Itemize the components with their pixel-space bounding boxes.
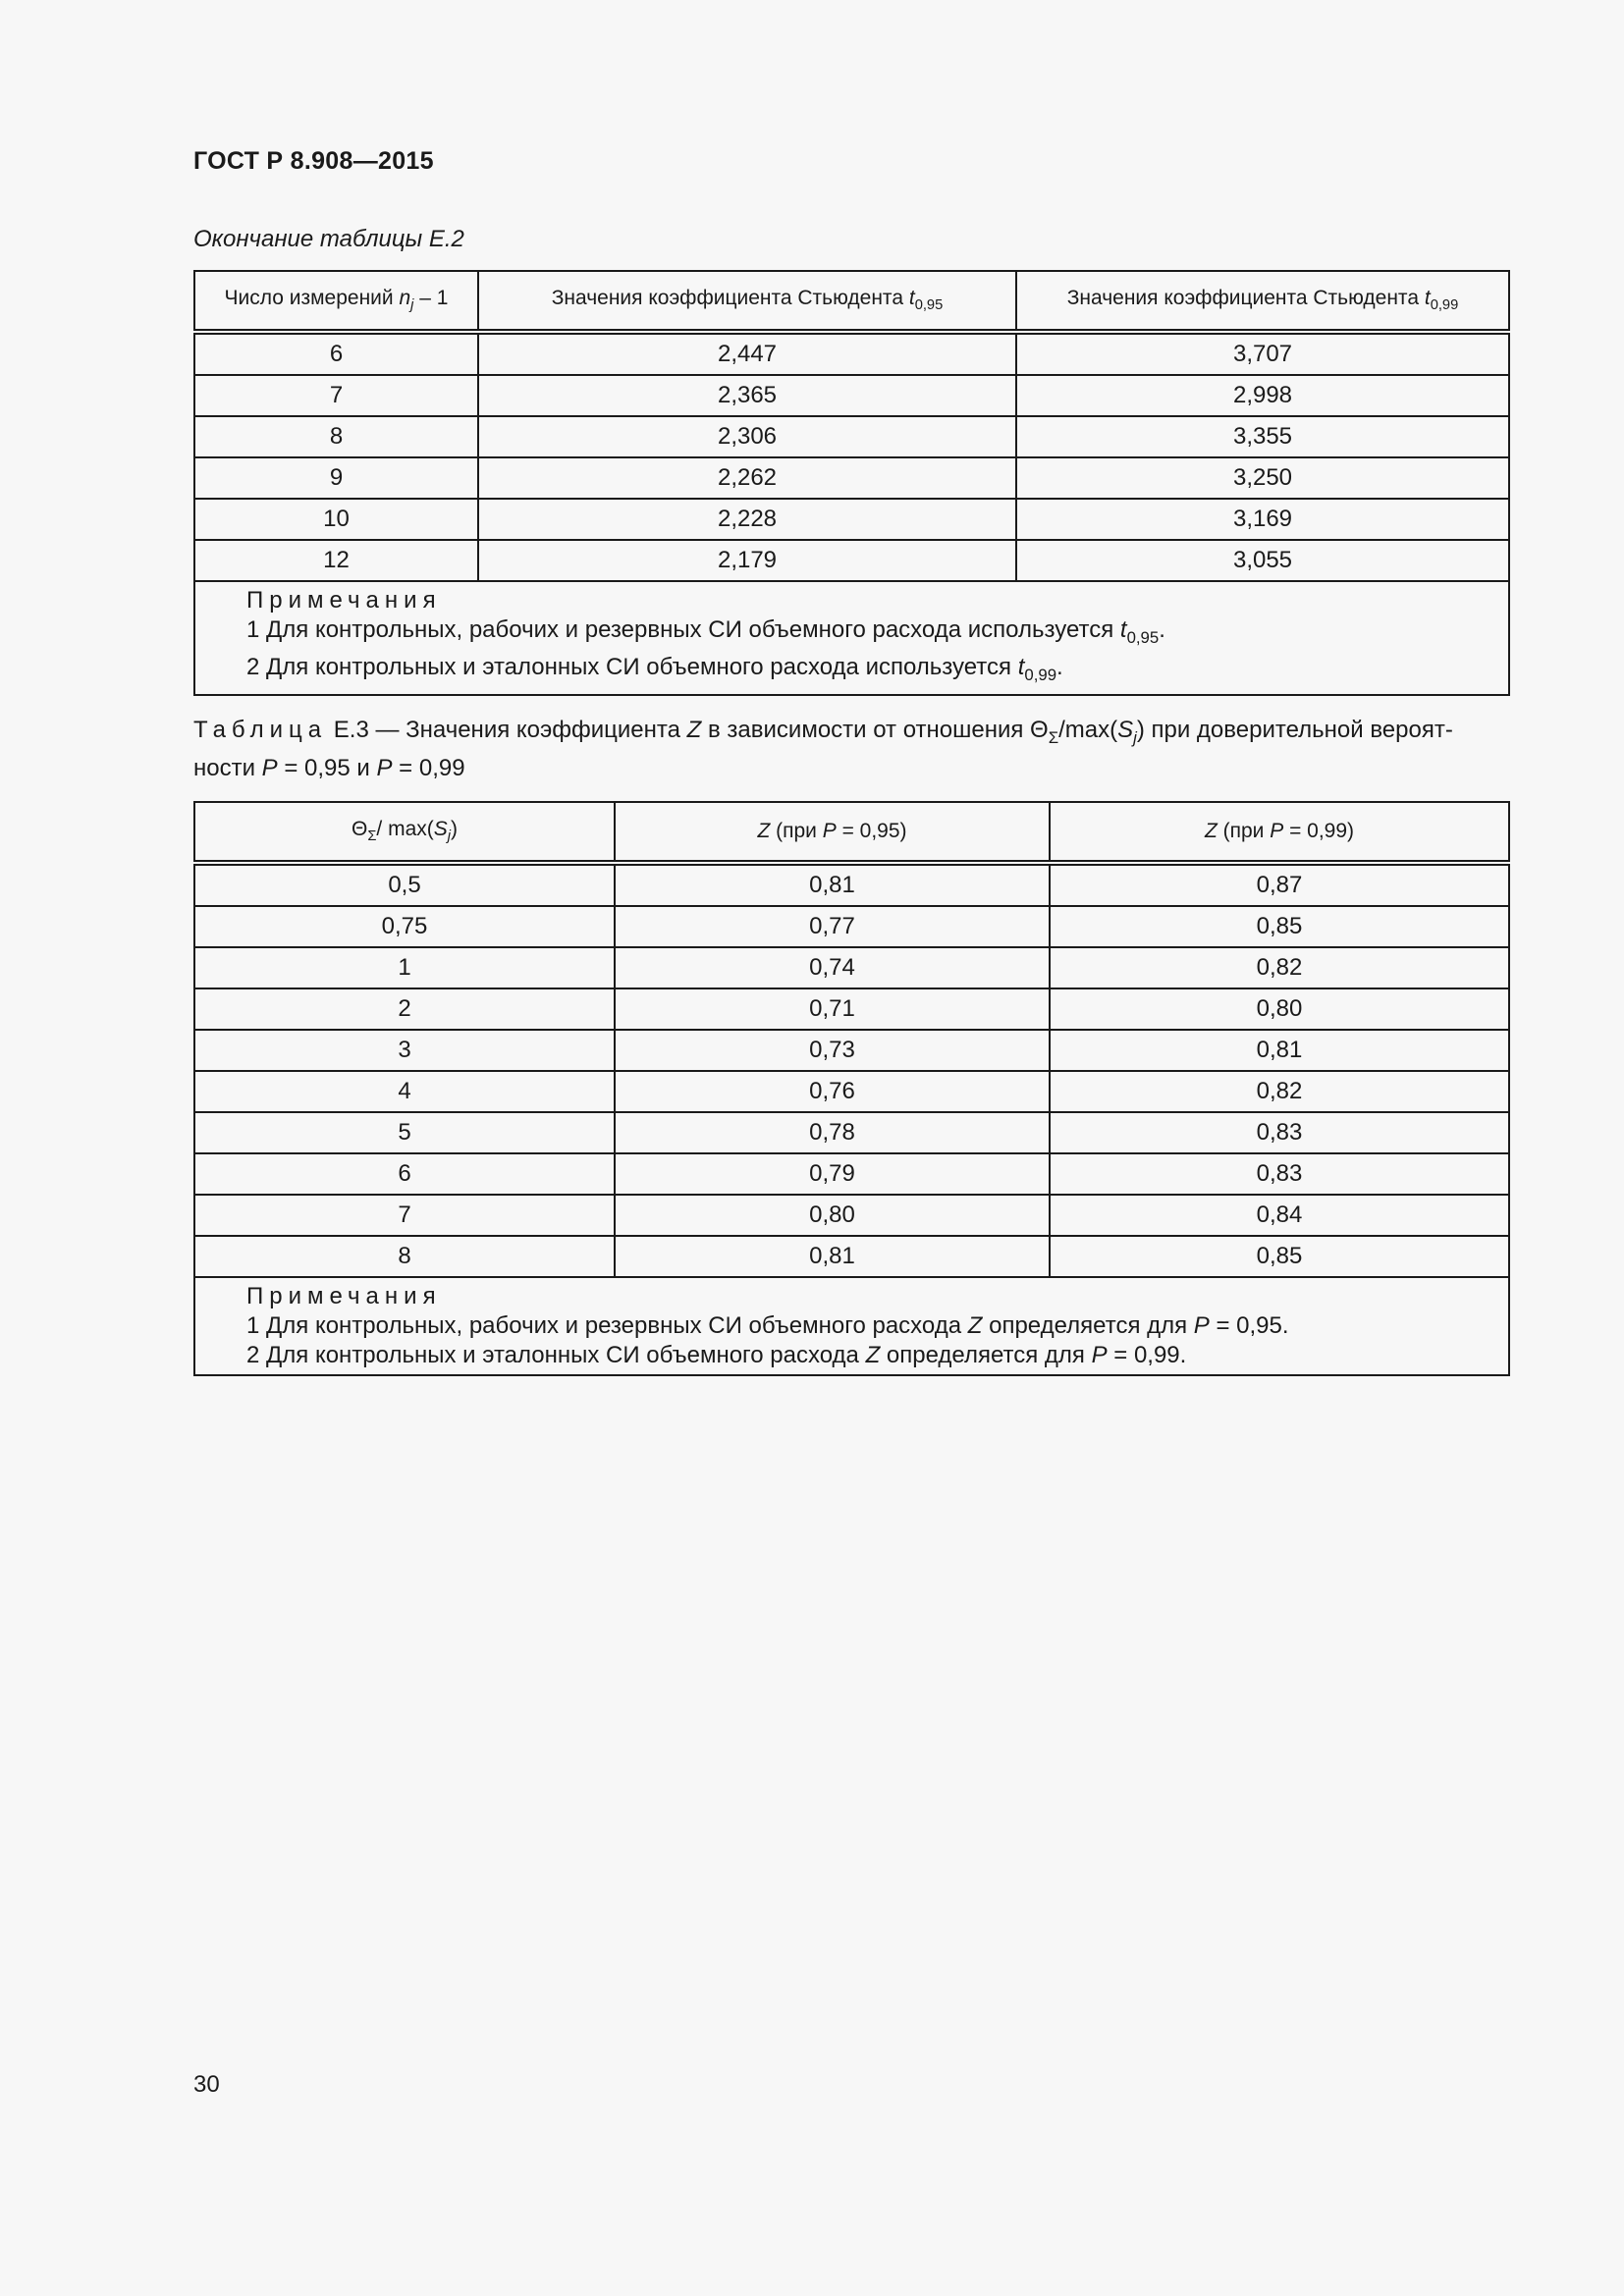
table-row <box>194 416 1509 457</box>
column-header-ratio: $\Theta_\Sigma/$ $\max(S_j)$ <box>194 802 615 863</box>
table-cell: 0,83 <box>1050 1153 1509 1195</box>
table-cell: 0,83 <box>1050 1112 1509 1153</box>
table-cell: 0,77 <box>615 906 1050 947</box>
table-row <box>194 863 1509 906</box>
table-cell: 0,81 <box>615 1236 1050 1277</box>
table-row <box>194 540 1509 581</box>
table-e2-header-row <box>194 271 1509 332</box>
table-row <box>194 906 1509 947</box>
table-e2-continuation-caption: Окончание таблицы Е.2 <box>193 226 464 252</box>
table-row <box>194 499 1509 540</box>
table-cell: 1 <box>194 947 615 988</box>
table-cell: 0,75 <box>194 906 615 947</box>
table-row <box>194 988 1509 1030</box>
table-e3-notes-row <box>194 1277 1509 1375</box>
table-row <box>194 1236 1509 1277</box>
table-cell: 2,365 <box>478 375 1016 416</box>
column-header-measurements: Число измерений $n_j - 1$ <box>194 271 478 332</box>
table-cell: 6 <box>194 332 478 375</box>
table-cell: 12 <box>194 540 478 581</box>
table-row <box>194 457 1509 499</box>
column-header-t099: Значения коэффициента Стьюдента $t_{0,99}$ <box>1016 271 1509 332</box>
table-cell: 0,87 <box>1050 863 1509 906</box>
table-cell: 0,80 <box>615 1195 1050 1236</box>
table-e2-notes <box>194 581 1509 695</box>
table-cell: 0,80 <box>1050 988 1509 1030</box>
table-cell: 0,71 <box>615 988 1050 1030</box>
table-cell: 6 <box>194 1153 615 1195</box>
table-cell: 3,250 <box>1016 457 1509 499</box>
table-row <box>194 375 1509 416</box>
column-header-t095: Значения коэффициента Стьюдента $t_{0,95}$ <box>478 271 1016 332</box>
table-row <box>194 1112 1509 1153</box>
table-cell: 3,707 <box>1016 332 1509 375</box>
table-row <box>194 1030 1509 1071</box>
note-1: 1 Для контрольных, рабочих и резервных СИ объемного расхода Z определяется для P = 0,95. <box>246 1312 1289 1339</box>
table-cell: 9 <box>194 457 478 499</box>
table-cell: 0,82 <box>1050 947 1509 988</box>
table-cell: 0,82 <box>1050 1071 1509 1112</box>
table-e3 <box>193 801 1510 1376</box>
table-e3-title: Таблица Е.3 — Значения коэффициента Z в зависимости от отношения $\Theta_\Sigma/\max(S_j)$ при доверительной вероят- ности P = 0,95 и P = 0,99 <box>193 717 1453 781</box>
table-cell: 0,85 <box>1050 906 1509 947</box>
table-cell: 2,262 <box>478 457 1016 499</box>
column-header-z099: Z (при P = 0,99) <box>1050 802 1509 863</box>
table-cell: 3,055 <box>1016 540 1509 581</box>
table-cell: 8 <box>194 416 478 457</box>
table-cell: 0,84 <box>1050 1195 1509 1236</box>
table-cell: 3,355 <box>1016 416 1509 457</box>
table-cell: 2,998 <box>1016 375 1509 416</box>
page-number: 30 <box>193 2071 220 2098</box>
table-row <box>194 947 1509 988</box>
table-cell: 3 <box>194 1030 615 1071</box>
table-cell: 0,81 <box>615 863 1050 906</box>
table-cell: 0,73 <box>615 1030 1050 1071</box>
table-cell: 10 <box>194 499 478 540</box>
table-cell: 0,79 <box>615 1153 1050 1195</box>
table-row <box>194 1195 1509 1236</box>
table-cell: 2,306 <box>478 416 1016 457</box>
table-cell: 2,447 <box>478 332 1016 375</box>
note-1: 1 Для контрольных, рабочих и резервных СИ объемного расхода используется $t_{0,95}$. <box>246 616 1165 647</box>
table-e2 <box>193 270 1510 696</box>
table-e3-header-row <box>194 802 1509 863</box>
table-cell: 0,78 <box>615 1112 1050 1153</box>
table-cell: 0,81 <box>1050 1030 1509 1071</box>
table-row <box>194 1153 1509 1195</box>
table-cell: 0,74 <box>615 947 1050 988</box>
table-cell: 0,5 <box>194 863 615 906</box>
table-row <box>194 332 1509 375</box>
table-cell: 8 <box>194 1236 615 1277</box>
notes-title: Примечания <box>246 1283 442 1309</box>
table-cell: 5 <box>194 1112 615 1153</box>
table-cell: 2,228 <box>478 499 1016 540</box>
table-cell: 3,169 <box>1016 499 1509 540</box>
note-2: 2 Для контрольных и эталонных СИ объемного расхода используется $t_{0,99}$. <box>246 653 1063 684</box>
table-e3-notes <box>194 1277 1509 1375</box>
table-cell: 0,85 <box>1050 1236 1509 1277</box>
table-cell: 7 <box>194 1195 615 1236</box>
table-cell: 2 <box>194 988 615 1030</box>
table-cell: 2,179 <box>478 540 1016 581</box>
notes-title: Примечания <box>246 587 442 614</box>
table-cell: 4 <box>194 1071 615 1112</box>
note-2: 2 Для контрольных и эталонных СИ объемного расхода Z определяется для P = 0,99. <box>246 1342 1187 1368</box>
table-cell: 0,76 <box>615 1071 1050 1112</box>
table-row <box>194 1071 1509 1112</box>
document-header: ГОСТ Р 8.908—2015 <box>193 147 434 175</box>
table-cell: 7 <box>194 375 478 416</box>
column-header-z095: Z (при P = 0,95) <box>615 802 1050 863</box>
table-e2-notes-row <box>194 581 1509 695</box>
